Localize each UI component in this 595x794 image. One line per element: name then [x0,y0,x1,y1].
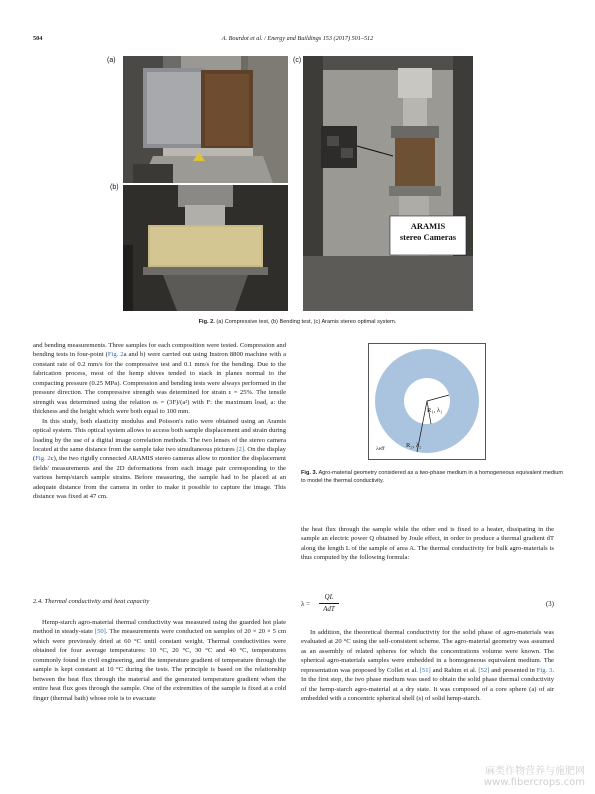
left-p1-text-b: a and b) were carried out using Instron 8800 machine with a constant rate of 0.2 mm/s for the compressive test and 0.1 mm/s for the bending. Due to the fabrication process, most of the hemp shives tended to stack in planes normal to the compacting pressure (0.25 MPa). Compression and bending tests were always performed in the pressure direction. The compressive strength was determined for strain ε = 25%. The tensile strength was determined using the relation σₜ = (3F)/(a²) with F: the maximum load, a: the thickness and the height which were both equal to 100 mm. [33,351,286,416]
fraction-bar [319,603,339,604]
right-paragraph-1: the heat flux through the sample while the other end is fixed to a heater, dissipating in the sample an electric power Q obtained by Joule effect, in order to produce a thermal gradient dT along the length L of the sample of area A. The thermal conductivity for bulk agro-materials is thus computed by the following formula: [301,526,554,562]
page-number: 504 [33,35,43,42]
equation-number: (3) [545,600,554,608]
left-p1-text: and bending measurements. Three samples for each composition were tested. Compression and bending tests in four-point ( [33,342,286,359]
left-p2-text-b: . On the display ( [33,445,286,463]
ref-50-link[interactable]: [50] [94,628,106,636]
bending-test-photo [123,185,288,311]
left-paragraph-1 [33,341,286,417]
left-column-lower [33,618,286,703]
ref-51-link[interactable]: [51] [419,666,431,674]
figure-3-caption [301,470,563,486]
right-p2-text-b: and Rahim et al. [430,666,479,674]
section-heading-2-4: 2.4. Thermal conductivity and heat capacity [33,598,150,605]
watermark [484,766,585,788]
two-phase-sphere-diagram [368,343,486,460]
journal-header: A. Bourdot et al. / Energy and Buildings 153 (2017) 501–512 [221,35,374,42]
left-paragraph-3 [33,618,286,703]
fig3-link[interactable]: Fig. 3 [536,666,553,674]
right-column-lower [301,628,554,704]
label-r2: R₂, λ₂ [406,442,422,449]
aramis-label-line1: ARAMIS [410,221,446,231]
label-r1: R₁, λ₁ [427,407,443,414]
equation-denominator: AdT [323,605,335,613]
right-p2-text-d: . In the first step, the two phase medium was used to obtain the solid phase thermal conductivity of the hemp-starch agro-material at a dry state. It was composed of a core sphere (a) of air embedded with a concentric spherical shell (s) of solid hemp-starch. [301,666,554,703]
figure-2-caption-text: (a) Compressive test, (b) Bending test, (c) Aramis stereo optimal system. [214,319,397,325]
right-p2-text-c: and presented in [489,666,537,674]
figure-3-caption-text: Agro-material geometry considered as a two-phase medium in a homogeneous equivalent medium to model the thermal conductivity. [301,470,563,484]
fig2-link-2[interactable]: Fig. 2 [35,455,51,463]
figure-2-caption-label: Fig. 2. [198,319,215,325]
fig2-link-1[interactable]: Fig. 2 [107,351,124,359]
left-paragraph-2 [33,417,286,502]
equation-lhs: λ = [301,600,311,608]
left-p2-text-c: c), the two rigidly connected ARAMIS stereo cameras allow to monitor the displacement fields' measurements and the 2D deformations from each image pair corresponding to the various hemp/starch sample strains. Before measuring, the sample had to be placed at an adequate distance from the camera in order to make it possible to capture the image. This distance was fixed at 47 cm. [33,455,287,501]
aramis-system-photo [303,56,473,311]
left-column [33,341,286,502]
left-p3-text-a: Hemp-starch agro-material thermal conductivity was measured using the guarded hot plate method in steady-state [33,619,286,636]
watermark-line1: 麻类作物营养与施肥网 [485,766,585,777]
figure-2-caption [0,319,595,325]
panel-label-c: (c) [293,57,302,64]
right-column-upper [301,525,554,563]
equation-numerator: QL [324,593,334,601]
aramis-label-line2: stereo Cameras [399,231,457,242]
equation-3 [301,593,554,617]
figure-3-caption-label: Fig. 3. [301,470,318,476]
left-p2-text-a: In this study, both elasticity modulus and Poisson's ratio were obtained using an Aramis optical system. This optical system allows to access both sample displacement and strain during loading by the use of a digital image correlation methods. The two lenses of the stereo camera located at the same distance from the sample take two simultaneous pictures [33,417,286,453]
compressive-test-photo [123,56,288,183]
label-eff: λeff [376,446,385,452]
right-paragraph-2 [301,628,554,704]
ref-2-link[interactable]: [2] [236,445,245,453]
panel-label-b: (b) [110,184,119,191]
left-p3-text-b: . The measurements were conducted on samples of 20 × 20 × 5 cm which were previously dried at 60 °C until constant weight. Thermal conductivities were obtained for four average temperatures: 10 °C, 20 °C, 30 °C and 40 °C, temperatures commonly found in civil engineering, and the temperature gradient of temperature through the sample is kept constant at 10 °C during the tests. The principle is based on the relationship between the heat flux through the material and the generated temperature gradient when the entire heat flux goes through the sample. One of the extremities of the sample is fixed at a cold finger (thermal bath) whose role is to evacuate [33,628,286,702]
right-p2-text-a: In addition, the theoretical thermal conductivity for the solid phase of agro-materials was evaluated at 20 °C using the self-consistent scheme. The agro-material geometry was assumed as an assembly of related spheres for which the concentrations volume were known. The spherical agro-materials samples were embedded in a homogeneous equivalent medium. The representation was proposed by Collet et al. [301,629,554,674]
watermark-line2: www.fibercrops.com [483,777,585,788]
panel-label-a: (a) [107,57,116,64]
ref-52-link[interactable]: [52] [478,666,490,674]
